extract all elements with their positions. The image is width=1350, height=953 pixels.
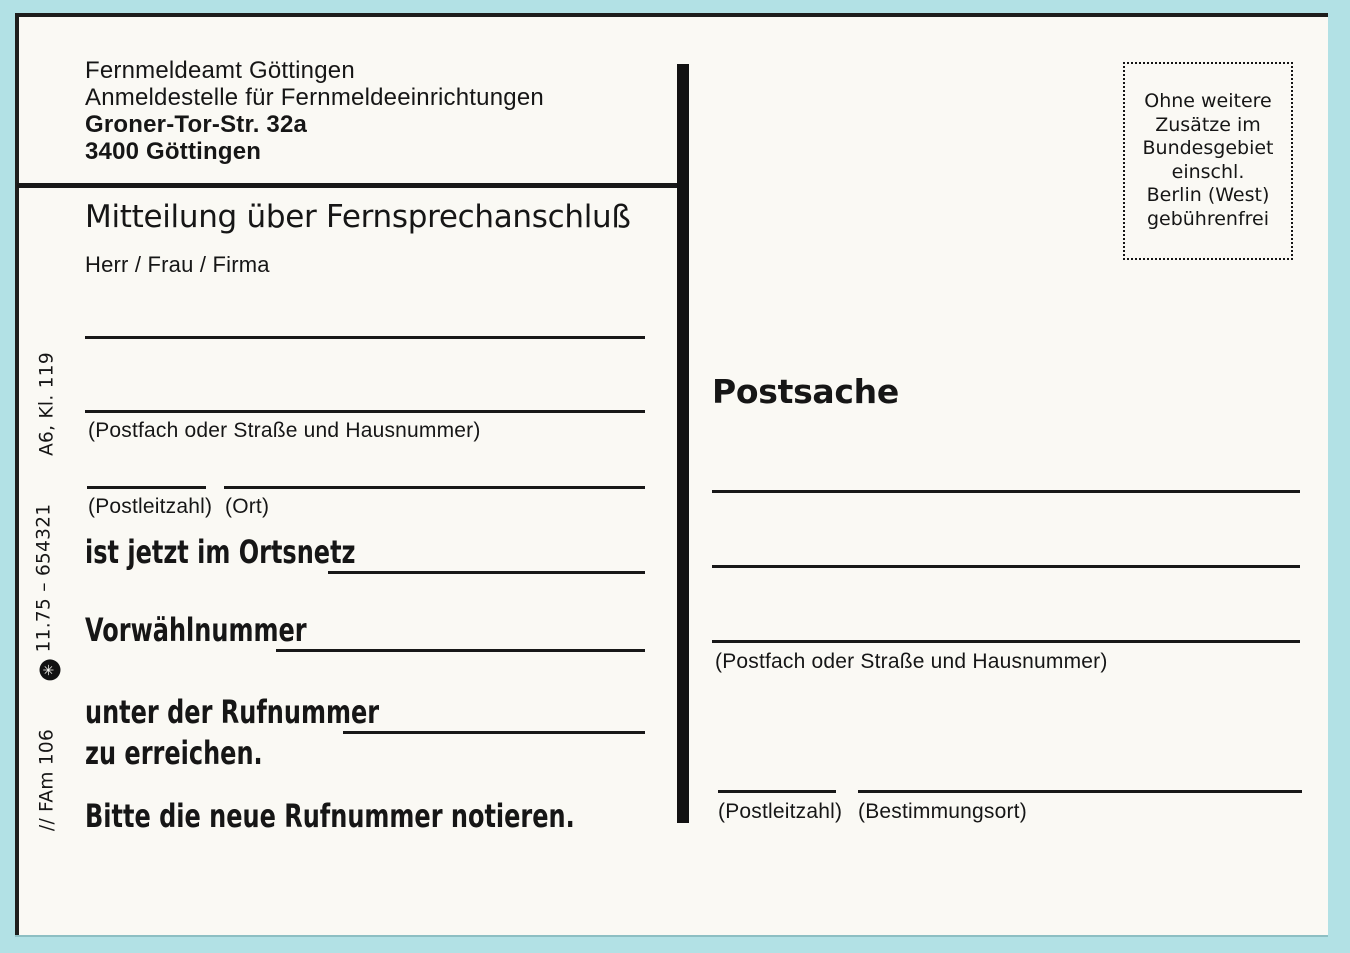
franking-line: einschl. [1171,160,1245,183]
rufnummer-fill-line [343,731,645,734]
vorwahl-phrase: Vorwählnummer [85,611,307,649]
edge-form-class: A6, Kl. 119 [36,352,58,456]
salutation-label: Herr / Frau / Firma [85,252,270,277]
postsache-heading: Postsache [712,372,899,411]
recipient-zip-line [87,486,206,489]
franking-line: Berlin (West) [1146,184,1270,206]
recipient-zip-label: (Postleitzahl) [88,495,213,518]
franking-line: Zusätze im [1155,113,1261,136]
sender-line-4: 3400 Göttingen [85,138,262,165]
address-name-line [712,490,1300,493]
address-zip-label: (Postleitzahl) [718,800,843,823]
form-title: Mitteilung über Fernsprechanschluß [85,199,631,235]
sender-line-1: Fernmeldeamt Göttingen [85,57,355,84]
recipient-city-label: (Ort) [225,495,270,518]
sender-line-2: Anmeldestelle für Fernmeldeeinrichtungen [85,84,544,111]
edge-form-id: // FAm 106 [36,728,58,832]
ortsnetz-phrase: ist jetzt im Ortsnetz [85,533,356,571]
recipient-name-line [85,336,645,339]
address-extra-line [712,565,1300,568]
edge-print-code [34,504,61,681]
franking-line: Bundesgebiet [1142,137,1274,159]
sender-address-block [85,57,544,165]
center-divider-bar [677,64,689,823]
sender-line-3: Groner-Tor-Str. 32a [85,111,308,138]
address-street-label: (Postfach oder Straße und Hausnummer) [715,650,1108,673]
rufnummer-phrase: unter der Rufnummer [85,693,380,731]
franking-line: Ohne weitere [1144,90,1272,112]
erreichen-phrase: zu erreichen. [85,734,263,772]
address-zip-line [718,790,836,793]
recipient-city-line [224,486,645,489]
address-city-label: (Bestimmungsort) [858,800,1027,823]
note-phrase: Bitte die neue Rufnummer notieren. [85,797,575,835]
header-divider-rule [17,183,678,188]
recipient-street-label: (Postfach oder Straße und Hausnummer) [88,419,481,442]
franking-line: gebührenfrei [1146,207,1270,230]
recipient-street-line [85,410,645,413]
ortsnetz-fill-line [328,571,645,574]
address-street-line [712,640,1300,643]
address-city-line [858,790,1302,793]
recycled-paper-icon: ✳ [40,659,61,680]
edge-print-code-text: 11.75 – 654321 [33,503,55,653]
franking-notice-box [1123,62,1293,260]
vorwahl-fill-line [276,649,645,652]
